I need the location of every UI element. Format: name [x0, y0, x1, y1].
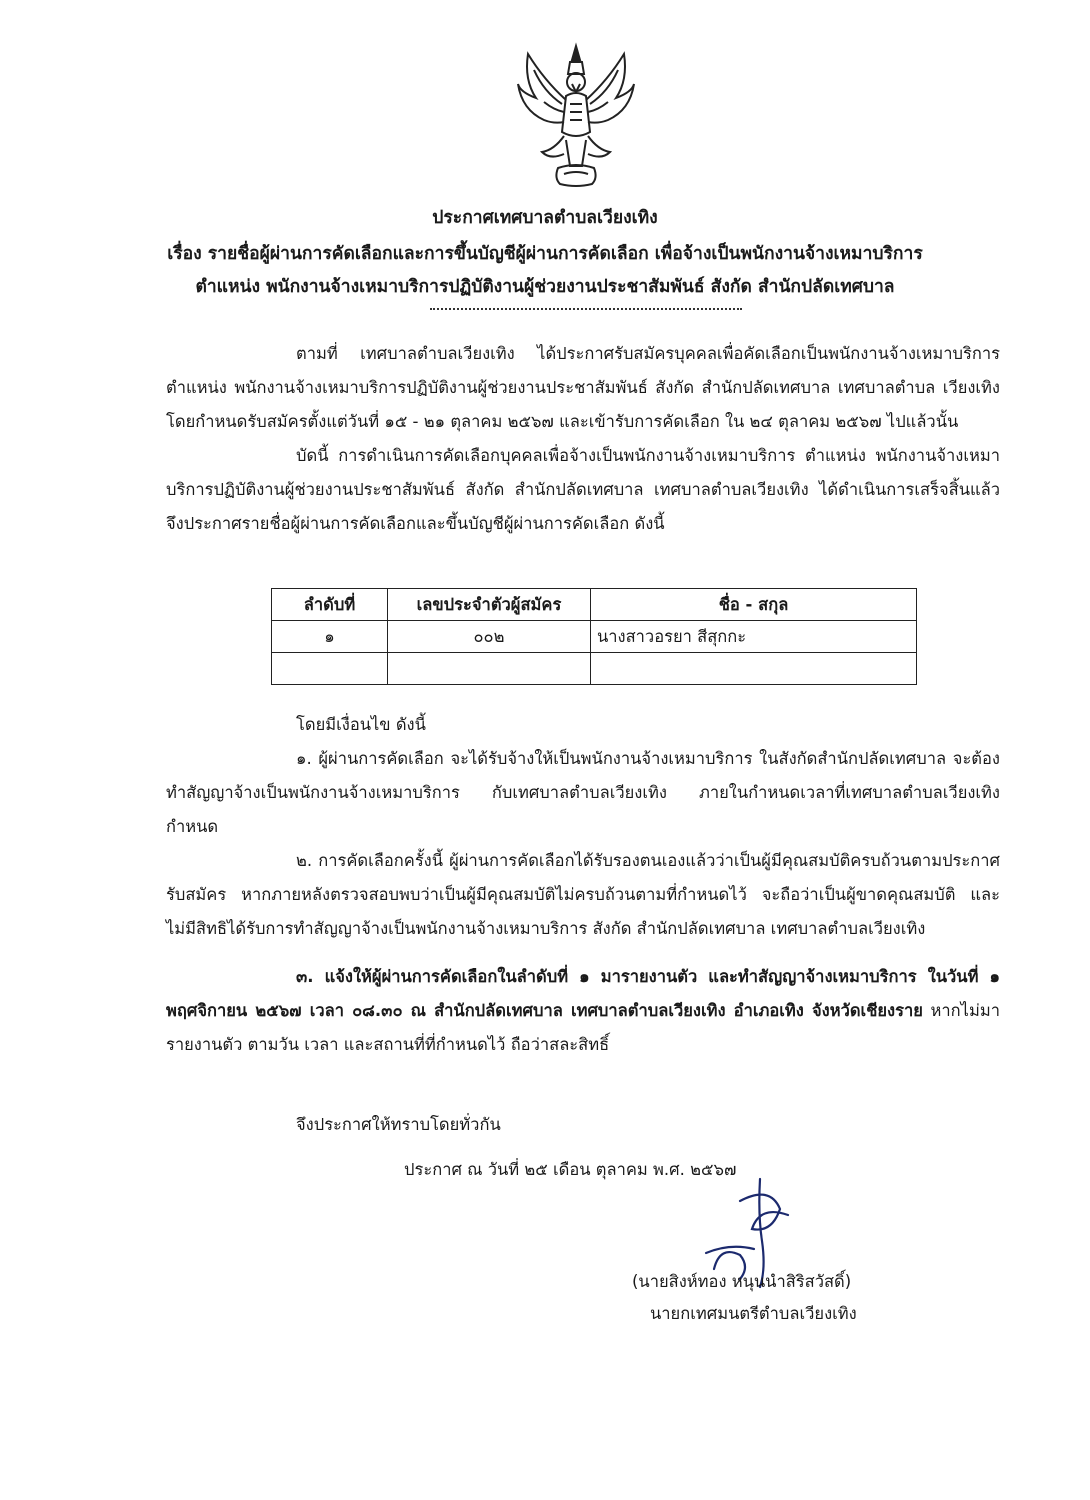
conditions-title: โดยมีเงื่อนไข ดังนี้	[296, 715, 426, 734]
conditions-section	[166, 708, 1000, 1062]
table-header-row	[272, 589, 917, 621]
announcement-subject: เรื่อง รายชื่อผู้ผ่านการคัดเลือกและการขึ้นบัญชีผู้ผ่านการคัดเลือก เพื่อจ้างเป็นพนักงานจ้างเหมาบริการ	[167, 244, 923, 264]
header-full-name: ชื่อ - สกุล	[591, 589, 917, 621]
cell-order	[272, 653, 388, 685]
table-row	[272, 621, 917, 653]
intro-paragraph-2: บัดนี้ การดำเนินการคัดเลือกบุคคลเพื่อจ้างเป็นพนักงานจ้างเหมาบริการ ตำแหน่ง พนักงานจ้างเหมาบริการปฏิบัติงานผู้ช่วยงานประชาสัมพันธ์ สังกัด สำนักปลัดเทศบาล เทศบาลตำบลเวียงเทิง ได้ดำเนินการเสร็จสิ้นแล้ว จึงประกาศรายชื่อผู้ผ่านการคัดเลือกและขึ้นบัญชีผู้ผ่านการคัดเลือก ดังนี้	[166, 446, 1000, 533]
candidate-table	[271, 588, 917, 685]
condition-item-3-bold: ๓. แจ้งให้ผู้ผ่านการคัดเลือกในลำดับที่ ๑ มารายงานตัว และทำสัญญาจ้างเหมาบริการ ในวันที่ ๑ พฤศจิกายน ๒๕๖๗ เวลา ๐๘.๓๐ ณ สำนักปลัดเทศบาล เทศบาลตำบลเวียงเทิง อำเภอเทิง จังหวัดเชียงราย	[166, 967, 1000, 1020]
signer-title: นายกเทศมนตรีตำบลเวียงเทิง	[650, 1304, 857, 1323]
header-applicant-id: เลขประจำตัวผู้สมัคร	[388, 589, 591, 621]
announcement-title: ประกาศเทศบาลตำบลเวียงเทิง	[432, 208, 658, 228]
intro-section	[166, 337, 1000, 541]
condition-item-3-rest: หากไม่มารายงานตัว ตามวัน เวลา และสถานที่ที่กำหนดไว้ ถือว่าสละสิทธิ์	[166, 1001, 1000, 1054]
header-order: ลำดับที่	[272, 589, 388, 621]
condition-item-3	[166, 960, 1000, 1062]
garuda-emblem-icon	[514, 40, 638, 190]
condition-item-2: ๒. การคัดเลือกครั้งนี้ ผู้ผ่านการคัดเลือกได้รับรองตนเองแล้วว่าเป็นผู้มีคุณสมบัติครบถ้วนตามประกาศรับสมัคร หากภายหลังตรวจสอบพบว่าเป็นผู้มีคุณสมบัติไม่ครบถ้วนตามที่กำหนดไว้ จะถือว่าเป็นผู้ขาดคุณสมบัติ และไม่มีสิทธิได้รับการทำสัญญาจ้างเป็นพนักงานจ้างเหมาบริการ สังกัด สำนักปลัดเทศบาล เทศบาลตำบลเวียงเทิง	[166, 851, 1000, 938]
cell-order: ๑	[272, 621, 388, 653]
cell-applicant-id	[388, 653, 591, 685]
signer-name: (นายสิงห์ทอง หนุนนำสิริสวัสดิ์)	[632, 1272, 852, 1291]
cell-full-name	[591, 653, 917, 685]
dotted-divider	[430, 308, 742, 310]
intro-paragraph-1: ตามที่ เทศบาลตำบลเวียงเทิง ได้ประกาศรับสมัครบุคคลเพื่อคัดเลือกเป็นพนักงานจ้างเหมาบริการ ตำแหน่ง พนักงานจ้างเหมาบริการปฏิบัติงานผู้ช่วยงานประชาสัมพันธ์ สังกัด สำนักปลัดเทศบาล เทศบาลตำบล เวียงเทิง โดยกำหนดรับสมัครตั้งแต่วันที่ ๑๕ - ๒๑ ตุลาคม ๒๕๖๗ และเข้ารับการคัดเลือก ใน ๒๔ ตุลาคม ๒๕๖๗ ไปแล้วนั้น	[166, 344, 1000, 431]
table-row	[272, 653, 917, 685]
condition-item-1: ๑. ผู้ผ่านการคัดเลือก จะได้รับจ้างให้เป็นพนักงานจ้างเหมาบริการ ในสังกัดสำนักปลัดเทศบาล จะต้องทำสัญญาจ้างเป็นพนักงานจ้างเหมาบริการ กับเทศบาลตำบลเวียงเทิง ภายในกำหนดเวลาที่เทศบาลตำบลเวียงเทิง กำหนด	[166, 749, 1000, 836]
closing-date: ประกาศ ณ วันที่ ๒๕ เดือน ตุลาคม พ.ศ. ๒๕๖๗	[404, 1160, 737, 1179]
cell-full-name: นางสาวอรยา สีสุกกะ	[591, 621, 917, 653]
closing-announce: จึงประกาศให้ทราบโดยทั่วกัน	[296, 1115, 501, 1134]
cell-applicant-id: ๐๐๒	[388, 621, 591, 653]
announcement-position: ตำแหน่ง พนักงานจ้างเหมาบริการปฏิบัติงานผู้ช่วยงานประชาสัมพันธ์ สังกัด สำนักปลัดเทศบาล	[195, 277, 895, 297]
